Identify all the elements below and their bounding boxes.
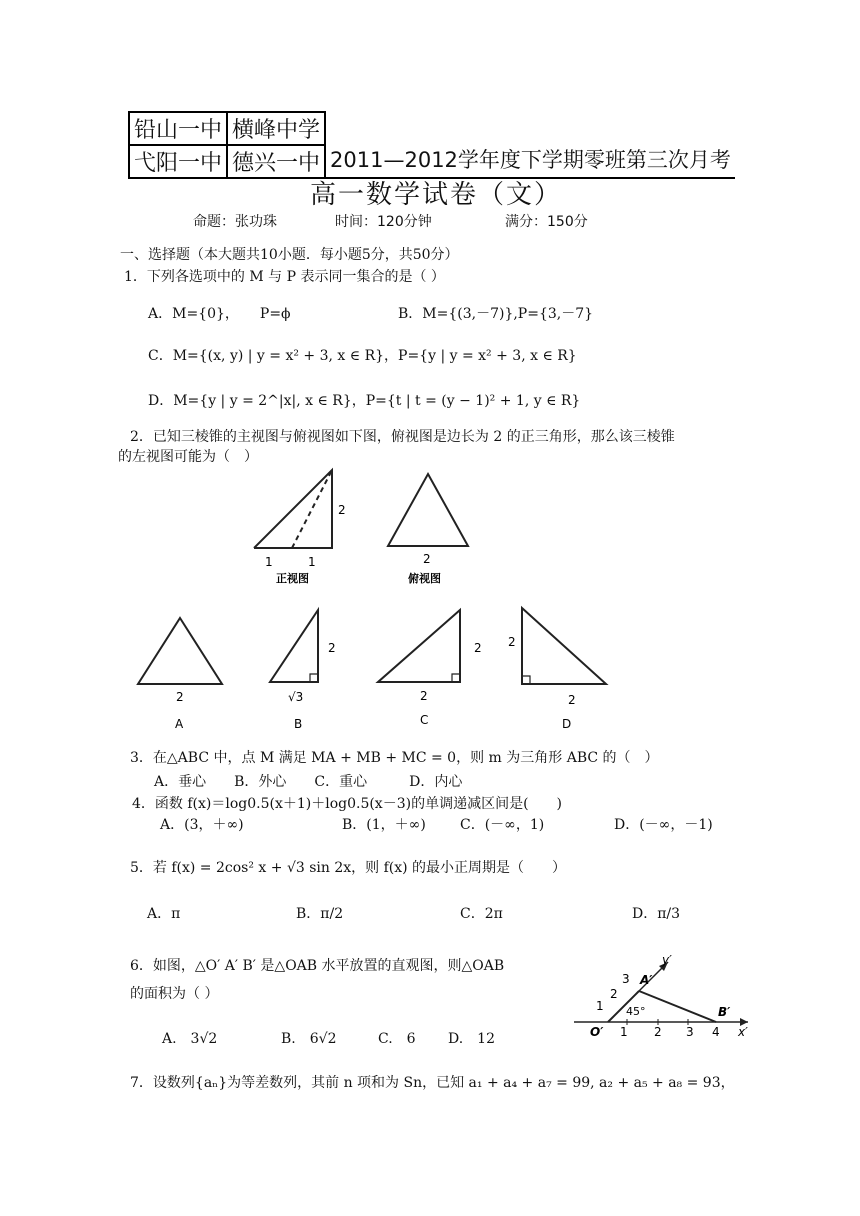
- option-c-figure: [378, 610, 460, 682]
- option-b-num-base: √3: [288, 690, 304, 704]
- q7-stem: 7．设数列{aₙ}为等差数列，其前 n 项和为 Sn，已知 a₁ + a₄ + a₇ = 99, a₂ + a₅ + a₈ = 93，: [130, 1075, 735, 1091]
- setter: 命题：张功珠: [193, 214, 277, 230]
- q5-option-b: B．π/2: [296, 906, 344, 922]
- front-num-right: 1: [308, 555, 316, 569]
- option-b-num-height: 2: [328, 641, 336, 655]
- option-b-figure: [270, 610, 318, 682]
- full-score: 满分：150分: [505, 214, 588, 230]
- front-num-height: 2: [338, 503, 346, 517]
- q1-option-c: C．M={(x, y) | y = x² + 3, x ∈ R}，P={y | y = x² + 3, x ∈ R}: [148, 348, 577, 364]
- q6-option-c: C. 6: [378, 1031, 416, 1047]
- option-c-label: C: [420, 713, 429, 727]
- fig-x-tick-2: 2: [654, 1025, 662, 1039]
- fig-x-tick-4: 4: [712, 1025, 720, 1039]
- front-view-label: 正视图: [276, 572, 309, 585]
- option-d-num-base: 2: [568, 693, 576, 707]
- q6-stem-2: 的面积为（ ）: [130, 986, 219, 1002]
- fig-x-tick-3: 3: [686, 1025, 694, 1039]
- q2-option-figures: [130, 600, 620, 740]
- option-a-label: A: [175, 717, 184, 731]
- q1-option-d: D．M={y | y = 2^|x|, x ∈ R}，P={t | t = (y − 1)² + 1, y ∈ R}: [148, 393, 581, 409]
- fig-y-tick-2: 2: [610, 987, 618, 1001]
- q6-stem-1: 6．如图，△O′ A′ B′ 是△OAB 水平放置的直观图，则△OAB: [130, 958, 505, 974]
- fig-point-a-label: A′: [640, 973, 653, 987]
- fig-angle: 45°: [626, 1005, 646, 1018]
- q1-option-a: A．M={0}， P=ϕ: [148, 306, 291, 322]
- q1-stem: 1．下列各选项中的 M 与 P 表示同一集合的是（ ）: [124, 269, 445, 285]
- q6-option-d: D. 12: [448, 1031, 495, 1047]
- school-3: 弋阳一中: [129, 145, 227, 178]
- paper-title: 高一数学试卷（文）: [310, 180, 563, 210]
- top-view-num: 2: [423, 552, 431, 566]
- q4-stem: 4．函数 f(x)＝log0.5(x＋1)＋log0.5(x－3)的单调递减区间是( ): [132, 796, 562, 812]
- front-view-figure: [254, 470, 332, 548]
- option-d-num-height: 2: [508, 635, 516, 649]
- q5-option-d: D．π/3: [632, 906, 681, 922]
- exam-time: 时间：120分钟: [335, 214, 432, 230]
- q6-option-b: B. 6√2: [281, 1031, 337, 1047]
- q4-option-b: B．(1，＋∞): [342, 817, 426, 833]
- front-num-left: 1: [265, 555, 273, 569]
- section-heading: 一、选择题（本大题共10小题．每小题5分，共50分）: [120, 247, 459, 263]
- q6-option-a: A. 3√2: [162, 1031, 218, 1047]
- q2-stem-1: 2．已知三棱锥的主视图与俯视图如下图，俯视图是边长为 2 的正三角形，那么该三棱锥: [130, 429, 675, 445]
- q3-stem: 3．在△ABC 中，点 M 满足 MA + MB + MC = 0，则 m 为三角形 ABC 的（ ）: [130, 750, 659, 766]
- option-c-num-height: 2: [474, 641, 482, 655]
- option-c-num-base: 2: [420, 689, 428, 703]
- q1-option-b: B．M={(3,－7)},P={3,－7}: [398, 306, 594, 322]
- q4-option-c: C．(－∞，1): [460, 817, 545, 833]
- option-b-right-angle: [310, 674, 318, 682]
- option-d-label: D: [562, 717, 572, 731]
- q3-options: A．垂心 B．外心 C．重心 D．内心: [154, 774, 463, 790]
- school-4: 德兴一中: [227, 145, 325, 178]
- q5-option-c: C．2π: [460, 906, 503, 922]
- q5-stem: 5．若 f(x) = 2cos² x + √3 sin 2x，则 f(x) 的最小正周期是（ ）: [130, 860, 567, 876]
- q5-option-a: A．π: [147, 906, 181, 922]
- option-a-figure: [138, 618, 222, 684]
- q6-oblique-figure: [568, 950, 758, 1040]
- school-1: 铅山一中: [129, 112, 227, 145]
- q2-given-views: [240, 462, 480, 592]
- fig-x-tick-1: 1: [620, 1025, 628, 1039]
- fig-y-tick-3: 3: [622, 972, 630, 986]
- option-b-label: B: [294, 717, 303, 731]
- fig-y-tick-1: 1: [596, 999, 604, 1013]
- header-table: [128, 111, 735, 179]
- q4-option-d: D．(－∞，－1): [614, 817, 713, 833]
- q2-stem-2: 的左视图可能为（ ）: [118, 449, 258, 465]
- fig-y-axis-label: y′: [662, 953, 672, 967]
- fig-point-b-label: B′: [718, 1005, 731, 1019]
- school-2: 横峰中学: [227, 112, 325, 145]
- fig-origin-label: O′: [590, 1025, 604, 1039]
- option-c-right-angle: [452, 674, 460, 682]
- exam-title: 2011—2012学年度下学期零班第三次月考: [325, 112, 735, 178]
- segment-ab: [639, 991, 716, 1022]
- q4-option-a: A．(3，＋∞): [160, 817, 244, 833]
- top-view-label: 俯视图: [408, 572, 441, 585]
- fig-x-axis-label: x′: [738, 1025, 748, 1039]
- option-d-right-angle: [522, 676, 530, 684]
- top-view-figure: [388, 474, 468, 546]
- option-a-num: 2: [176, 690, 184, 704]
- option-d-figure: [522, 608, 606, 684]
